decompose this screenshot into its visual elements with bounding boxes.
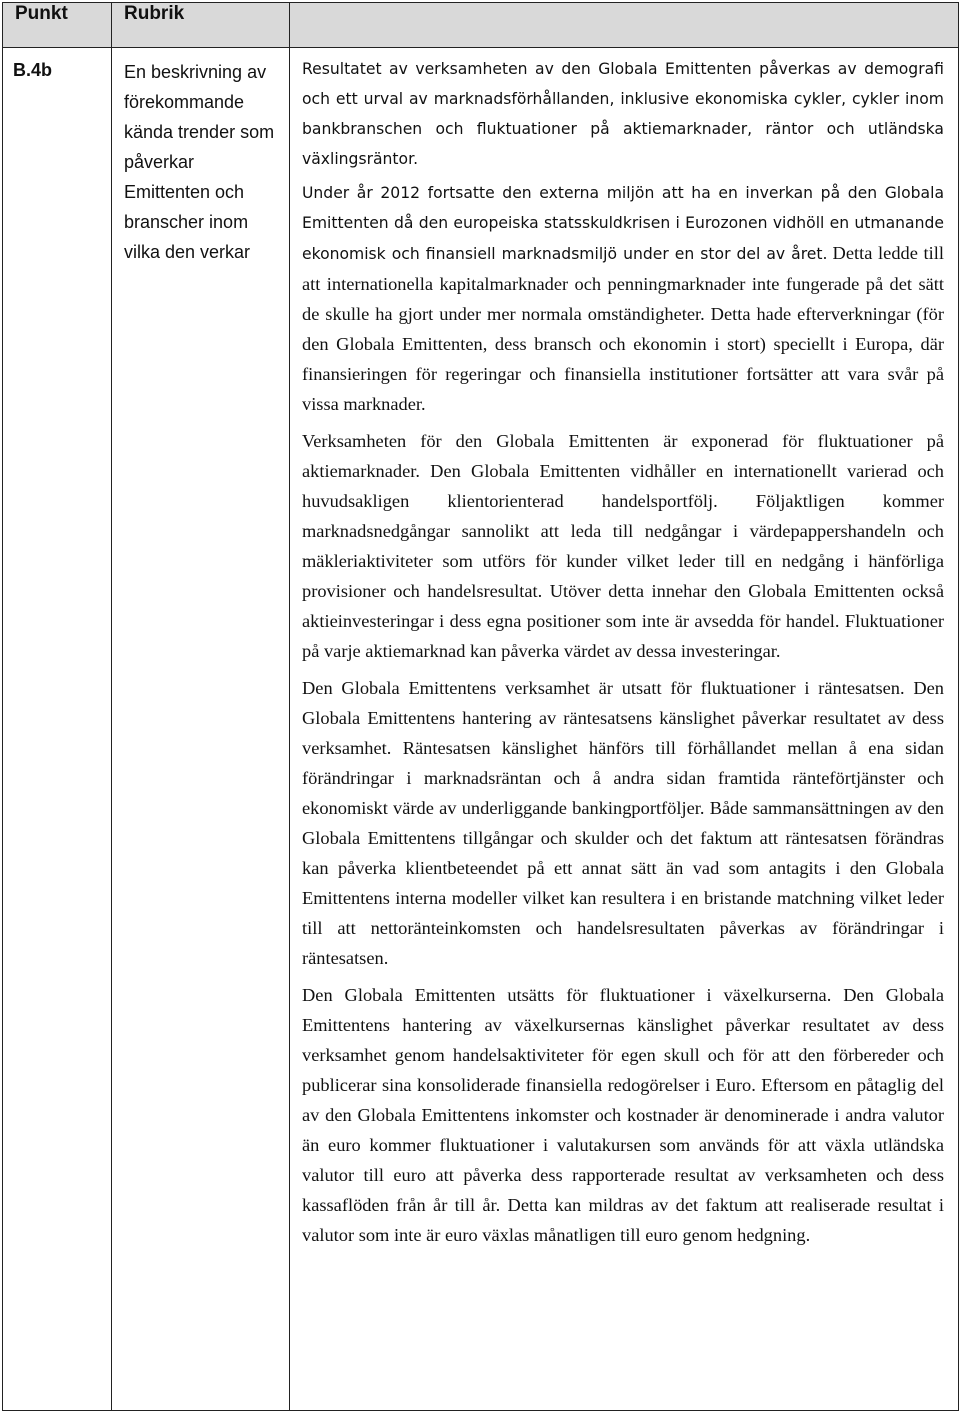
summary-table — [2, 2, 959, 1411]
punkt-cell: B.4b — [3, 48, 112, 1411]
table-header-row — [3, 3, 959, 48]
paragraph-equity-markets: Verksamheten för den Globala Emittenten är exponerad för fluktuationer på aktiemarknader. Den Globala Emittenten vidhåller en internationellt varierad och huvudsakligen klientorienterad handelsportfölj. Följaktligen kommer marknadsnedgångar sannolikt att leda till nedgångar i värdepappershandeln och mäkleriaktiviteter som utförs för kunder vilket leder till en nedgång i hänförliga provisioner och handelsresultat. Utöver detta innehar den Globala Emittenten också aktieinvesteringar i dess egna positioner som inte är avsedda för handel. Fluktuationer på varje aktiemarknad kan påverka värdet av dessa investeringar. — [302, 431, 944, 661]
header-punkt: Punkt — [3, 3, 112, 48]
content-cell — [290, 48, 959, 1411]
paragraph-2012 — [302, 178, 944, 419]
paragraph-exchange-rates: Den Globala Emittenten utsätts för fluktuationer i växelkurserna. Den Globala Emittentens hantering av växelkursernas känslighet påverkar resultatet av dess verksamhet genom handelsaktiviteter för egen skull och för att den förbereder och publicerar sina konsoliderade finansiella redogörelser i Euro. Eftersom en påtaglig del av den Globala Emittentens inkomster och kostnader är denominerade i andra valutor än euro kommer fluktuationer i valutakursen som används för att växla utländska valutor till euro att påverka dess rapporterade resultat av verksamheten och dess kassaflöden från år till år. Detta kan mildras av det faktum att realiserade resultat i valutor som inte är euro växlas månatligen till euro genom hedgning. — [302, 985, 944, 1245]
table-row — [3, 48, 959, 1411]
header-rubrik: Rubrik — [112, 3, 290, 48]
paragraph-demographics: Resultatet av verksamheten av den Globala Emittenten påverkas av demografi och ett urval av marknadsförhållanden, inklusive ekonomiska cykler, cykler inom bankbranschen och fluktuationer på aktiemarknader, räntor och utländska växlingsräntor. — [302, 60, 944, 168]
paragraph-interest-rates: Den Globala Emittentens verksamhet är utsatt för fluktuationer i räntesatsen. Den Globala Emittentens hantering av räntesatsens känslighet påverkar resultatet av dess verksamhet. Räntesatsen känslighet hänförs till förhållandet mellan å ena sidan förändringar i marknadsräntan och å andra sidan framtida ränteförtjänster och ekonomiskt värde av underliggande bankingportföljer. Både sammansättningen av den Globala Emittentens tillgångar och skulder och det faktum att räntesatsen förändras kan påverka klientbeteendet på ett annat sätt än vad som antagits i den Globala Emittentens interna modeller vilket kan resultera i en bristande matchning vilket leder till att nettoränteinkomsten och handelsresultaten påverkas av förändringar i räntesatsen. — [302, 678, 944, 968]
header-content — [290, 3, 959, 48]
paragraph-2012-sans: Under år 2012 fortsatte den externa miljön att ha en inverkan på den Globala Emittenten då den europeiska statsskuldkrisen i Eurozonen vidhöll en utmanande ekonomisk och finansiell marknadsmiljö under en stor del av året. — [302, 184, 944, 263]
paragraph-2012-serif: Detta ledde till att internationella kapitalmarknader och penningmarknader inte fungerade på det sätt de skulle ha gjort under mer normala omständigheter. Detta hade efterverkningar (för den Globala Emittenten, dess bransch och ekonomin i stort) speciellt i Europa, där finansieringen för regeringar och finansiella institutioner fortsätter att vara svår på vissa marknader. — [302, 243, 944, 414]
rubrik-cell: En beskrivning av förekommande kända trender som påverkar Emittenten och branscher inom vilka den verkar — [112, 48, 290, 1411]
